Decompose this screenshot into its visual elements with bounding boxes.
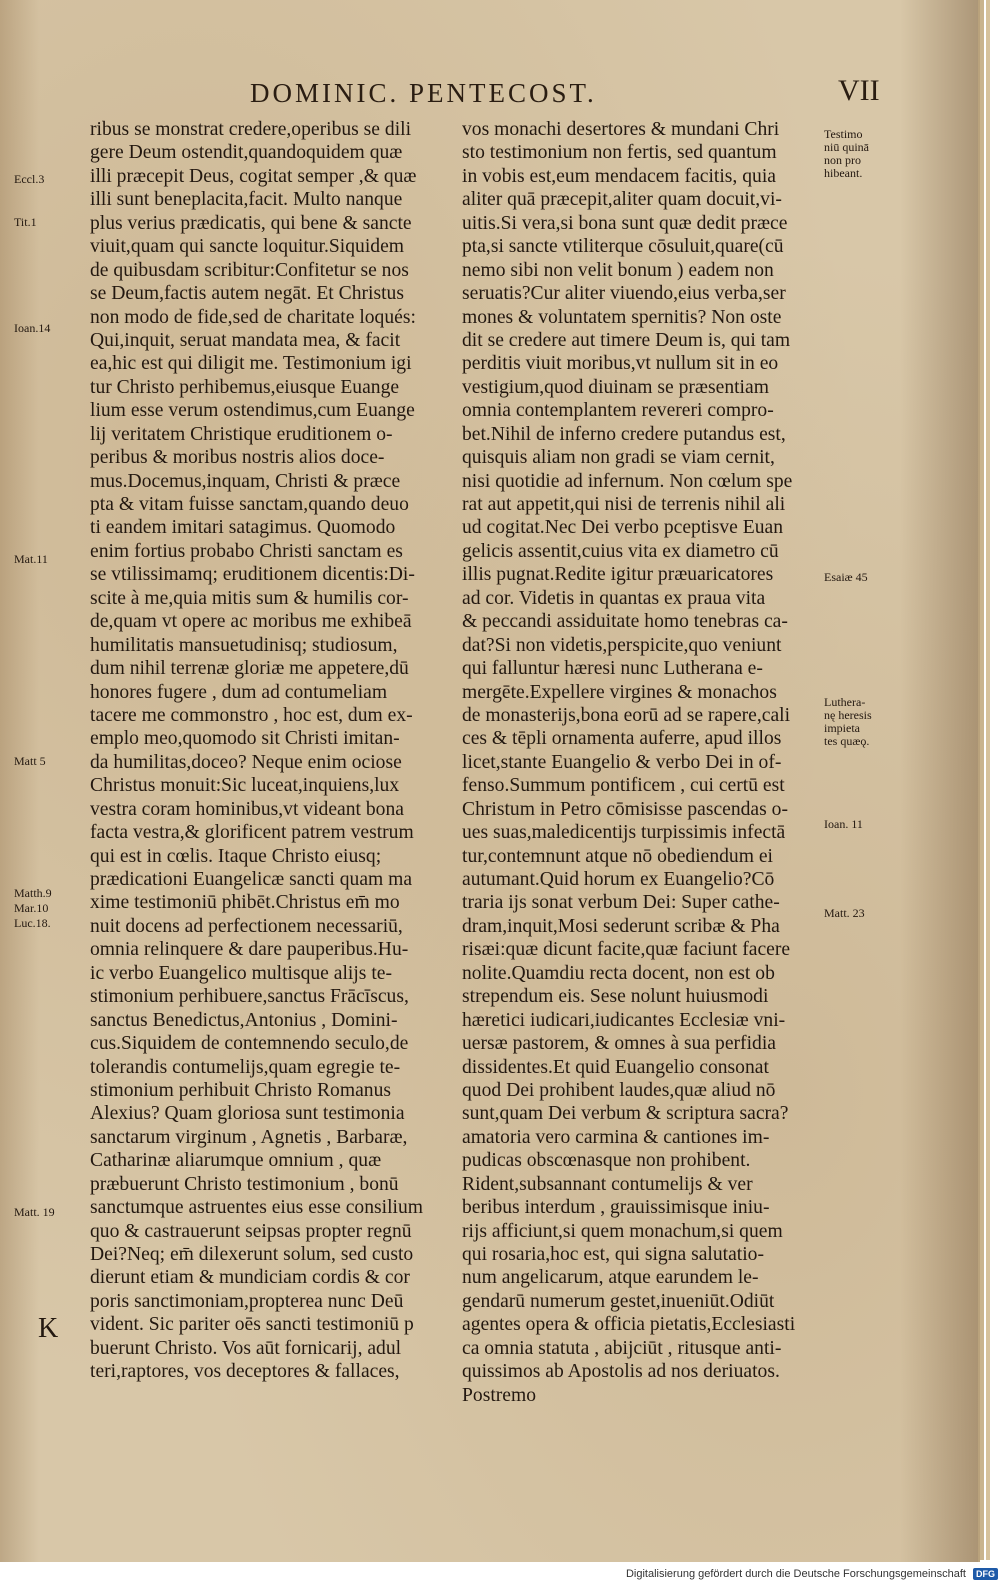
text-line: tolerandis contumelijs,quam egregie te- [90, 1056, 401, 1078]
text-line: poris sanctimoniam,propterea nunc Deū [90, 1290, 404, 1312]
page-edge [986, 0, 990, 1560]
text-line: bet.Nihil de inferno credere putandus est, [462, 423, 786, 445]
text-line: facta vestra,& glorificent patrem vestrum [90, 822, 414, 844]
text-line: beribus interdum , grauissimisque iniu- [462, 1197, 770, 1219]
text-line: in vobis est,eum mendacem facitis, quia [462, 165, 776, 187]
text-line: nemo sibi non velit bonum ) eadem non [462, 259, 774, 281]
text-line: sanctumque astruentes eius esse consilium [90, 1197, 424, 1219]
text-line: tur,contemnunt atque nō obediendum ei [462, 845, 774, 867]
text-line: tur Christo perhibemus,eiusque Euange [90, 376, 400, 398]
text-line: se Deum,factis autem negāt. Et Christus [90, 283, 404, 305]
text-line: dit se credere aut timere Deum is, qui tam [462, 329, 791, 351]
text-line: pta & vitam fuisse sanctam,quando deuo [90, 494, 409, 515]
text-line: quisquis aliam non gradi se viam cernit, [462, 447, 775, 469]
text-line: mus.Docemus,inquam, Christi & præce [90, 470, 401, 492]
text-line: autumant.Quid horum ex Euangelio?Cō [462, 869, 775, 890]
text-line: non modo de fide,sed de charitate loqués: [90, 306, 416, 328]
text-line: dum nihil terrenæ gloriæ me appetere,dū [90, 658, 409, 680]
text-line: qui est in cœlis. Itaque Christo eiusq; [90, 845, 382, 867]
text-line: buerunt Christo. Vos aūt fornicarij, adul [90, 1337, 402, 1359]
text-line: ces & tēpli ornamenta auferre, apud illos [462, 728, 782, 750]
text-line: ti eandem imitari satagimus. Quomodo [90, 517, 396, 539]
text-line: uersæ pastorem, & omnes à sua perfidia [462, 1033, 776, 1055]
margin-note: Ioan.14 [14, 321, 51, 335]
margin-note: Matth.9 [14, 886, 52, 900]
text-line: Christus monuit:Sic luceat,inquiens,lux [90, 775, 400, 797]
text-line: sunt,quam Dei verbum & scriptura sacra? [462, 1103, 789, 1125]
text-line: tacere me commonstro , hoc est, dum ex- [90, 704, 413, 726]
text-line: ud cogitat.Nec Dei verbo pceptisve Euan [462, 517, 784, 539]
text-line: agentes opera & officia pietatis,Ecclesiasti [462, 1314, 796, 1336]
text-line: ribus se monstrat credere,operibus se dili [90, 119, 412, 140]
margin-note: Ioan. 11 [824, 817, 863, 831]
text-line: teri,raptores, vos deceptores & fallaces, [90, 1361, 400, 1383]
text-line: ues suas,maledicentijs turpissimis infectā [462, 822, 786, 844]
text-line: præbuerunt Christo testimonium , bonū [90, 1173, 399, 1195]
text-line: enim fortius probabo Christi sanctam es [90, 540, 403, 562]
text-line: de,quam vt opere ac moribus me exhibeā [90, 611, 412, 633]
text-line: gere Deum ostendit,quandoquidem quæ [90, 142, 403, 164]
text-line: quissimos ab Apostolis ad nos deriuatos. [462, 1361, 780, 1383]
text-line: strependum eis. Sese nolunt huiusmodi [462, 986, 769, 1008]
text-line: rijs afficiunt,si quem monachum,si quem [462, 1220, 783, 1242]
text-line: dram,inquit,Mosi sederunt scribæ & Pha [462, 915, 780, 937]
text-line: ic verbo Euangelico multisque alijs te- [90, 962, 392, 984]
text-line: ad cor. Videtis in quantas ex praua vita [462, 587, 766, 609]
text-line: mones & voluntatem spernitis? Non oste [462, 306, 782, 328]
margin-note: Luthera- nę heresis impieta tes quæǫ. [824, 695, 872, 748]
text-line: omnia relinquere & dare pauperibus.Hu- [90, 939, 409, 961]
text-line: lium esse verum ostendimus,cum Euange [90, 400, 415, 422]
dfg-logo: DFG [973, 1568, 998, 1580]
text-line: de quibusdam scribitur:Confitetur se nos [90, 259, 409, 281]
text-line: Qui,inquit, seruat mandata mea, & facit [90, 329, 401, 351]
text-line: nuit docens ad perfectionem necessariū, [90, 915, 403, 937]
text-line: mergēte.Expellere virgines & monachos [462, 681, 777, 703]
margin-note: Tit.1 [14, 215, 37, 229]
text-line: emplo meo,quomodo sit Christi imitan- [90, 728, 400, 750]
text-line: Catharinæ aliarumque omnium , quæ [90, 1150, 382, 1172]
text-line: pta,si sancte vtiliterque cōsuluit,quare(cū [462, 236, 784, 258]
digitization-credit [600, 1568, 998, 1584]
text-line: Postremo [462, 1384, 537, 1406]
margin-note: Mat.11 [14, 552, 48, 566]
text-line: sto testimonium non fertis, sed quantum [462, 142, 777, 164]
text-line: Alexius? Quam gloriosa sunt testimonia [90, 1103, 405, 1125]
text-line: qui falluntur hæresi nunc Lutherana e- [462, 658, 763, 680]
text-line: de monasterijs,bona eorū ad se rapere,cali [462, 704, 791, 726]
text-line: gendarū numerum gestet,inueniūt.Odiūt [462, 1290, 775, 1312]
text-line: sanctus Benedictus,Antonius , Domini- [90, 1009, 398, 1031]
text-line: illi sunt beneplacita,facit. Multo nanque [90, 189, 403, 211]
text-line: traria ijs sonat verbum Dei: Super cathe- [462, 892, 780, 914]
text-line: Rident,subsannant contumelijs & ver [462, 1173, 753, 1195]
text-line: honores fugere , dum ad contumeliam [90, 681, 388, 703]
text-line: pudicas obscœnasque non prohibent. [462, 1150, 751, 1172]
text-column-left [90, 118, 445, 1384]
text-line: vos monachi desertores & mundani Chri [462, 119, 780, 140]
text-line: amatoria vero carmina & cantiones im- [462, 1126, 770, 1148]
margin-note: Esaiæ 45 [824, 570, 868, 584]
text-line: plus verius prædicatis, qui bene & sancte [90, 212, 412, 234]
text-line: stimonium perhibuere,sanctus Frācīscus, [90, 986, 409, 1008]
text-line: & peccandi assiduitate homo tenebras ca- [462, 611, 788, 633]
text-line: ea,hic est qui diligit me. Testimonium igi [90, 353, 412, 375]
margin-note: Matt. 23 [824, 906, 865, 920]
text-line: quo & castrauerunt seipsas propter regnū [90, 1220, 412, 1242]
text-line: gelicis assentit,cuius vita ex diametro cū [462, 540, 779, 562]
text-line: lij veritatem Christique eruditionem o- [90, 423, 393, 445]
text-line: ca omnia statuta , abijciūt , ritusque anti- [462, 1337, 782, 1359]
margin-note: Mar.10 [14, 901, 49, 915]
text-line: vident. Sic pariter oēs sancti testimoniū p [90, 1314, 414, 1336]
text-line: seruatis?Cur aliter viuendo,eius verba,ser [462, 283, 786, 305]
text-line: risæi:quæ dicunt facite,quæ faciunt facere [462, 939, 791, 961]
text-line: se vtilissimamq; eruditionem dicentis:Di- [90, 564, 415, 586]
text-line: peribus & moribus nostris alios doce- [90, 447, 385, 469]
text-line: da humilitas,doceo? Neque enim ociose [90, 751, 402, 773]
text-line: prædicationi Euangelicæ sancti quam ma [90, 869, 413, 890]
text-line: vestra coram hominibus,vt videant bona [90, 798, 404, 820]
text-line: vestigium,quod diuinam se præsentiam [462, 376, 769, 398]
text-line: fenso.Summum pontificem , cui certū est [462, 775, 785, 797]
text-line: Christum in Petro cōmisisse pascendas o- [462, 798, 788, 820]
margin-note: Matt 5 [14, 754, 46, 768]
text-line: qui rosaria,hoc est, qui signa salutatio- [462, 1244, 765, 1265]
text-line: num angelicarum, atque earundem le- [462, 1267, 759, 1289]
text-line: viuit,quam qui sancte loquitur.Siquidem [90, 236, 405, 258]
text-line: illis pugnat.Redite igitur præuaricatores [462, 564, 774, 586]
text-line: humilitatis mansuetudinisq; studiosum, [90, 634, 398, 656]
text-line: stimonium perhibuit Christo Romanus [90, 1079, 391, 1101]
margin-note: Luc.18. [14, 916, 51, 930]
text-line: Dei?Neq; em̄ dilexerunt solum, sed custo [90, 1244, 414, 1265]
text-line: dissidentes.Et quid Euangelio consonat [462, 1056, 769, 1078]
text-line: nisi quotidie ad infernum. Non cœlum spe [462, 470, 793, 492]
text-line: sanctarum virginum , Agnetis , Barbaræ, [90, 1126, 408, 1148]
credit-text: Digitalisierung gefördert durch die Deutsche Forschungsgemeinschaft [625, 1568, 966, 1580]
folio-number: VII [838, 74, 880, 107]
margin-note: Testimo niū quinā non pro hibeant. [824, 127, 869, 180]
text-line: quod Dei prohibent laudes,quæ aliud nō [462, 1079, 776, 1101]
text-line: omnia contemplantem revereri compro- [462, 400, 774, 422]
text-line: uitis.Si vera,si bona sunt quæ dedit præce [462, 212, 788, 234]
signature-mark: K [38, 1313, 59, 1344]
text-line: licet,stante Euangelio & verbo Dei in of- [462, 751, 782, 773]
text-line: aliter quā præcepit,aliter quam docuit,vi- [462, 189, 782, 211]
page-edge [980, 0, 984, 1560]
text-line: perditis viuit moribus,vt nullum sit in eo [462, 353, 779, 375]
text-line: hæretici iudicari,iudicantes Ecclesiæ vni- [462, 1009, 786, 1031]
text-line: cus.Siquidem de contemnendo seculo,de [90, 1033, 409, 1055]
text-line: illi præcepit Deus, cogitat semper ,& quæ [90, 165, 417, 187]
running-title: DOMINIC. PENTECOST. [250, 78, 597, 108]
margin-note: Eccl.3 [14, 172, 45, 186]
text-line: scite à me,quia mitis sum & humilis cor- [90, 587, 409, 609]
text-line: nolite.Quamdiu recta docent, non est ob [462, 962, 775, 984]
text-line: dierunt etiam & mundiciam cordis & cor [90, 1267, 410, 1289]
text-line: xime testimoniū phibēt.Christus em̄ mo [90, 892, 400, 914]
text-line: rat aut appetit,qui nisi de terrenis nihil ali [462, 494, 786, 515]
text-column-right [462, 118, 817, 1407]
margin-note: Matt. 19 [14, 1205, 55, 1219]
text-line: dat?Si non videtis,perspicite,quo veniunt [462, 634, 782, 656]
